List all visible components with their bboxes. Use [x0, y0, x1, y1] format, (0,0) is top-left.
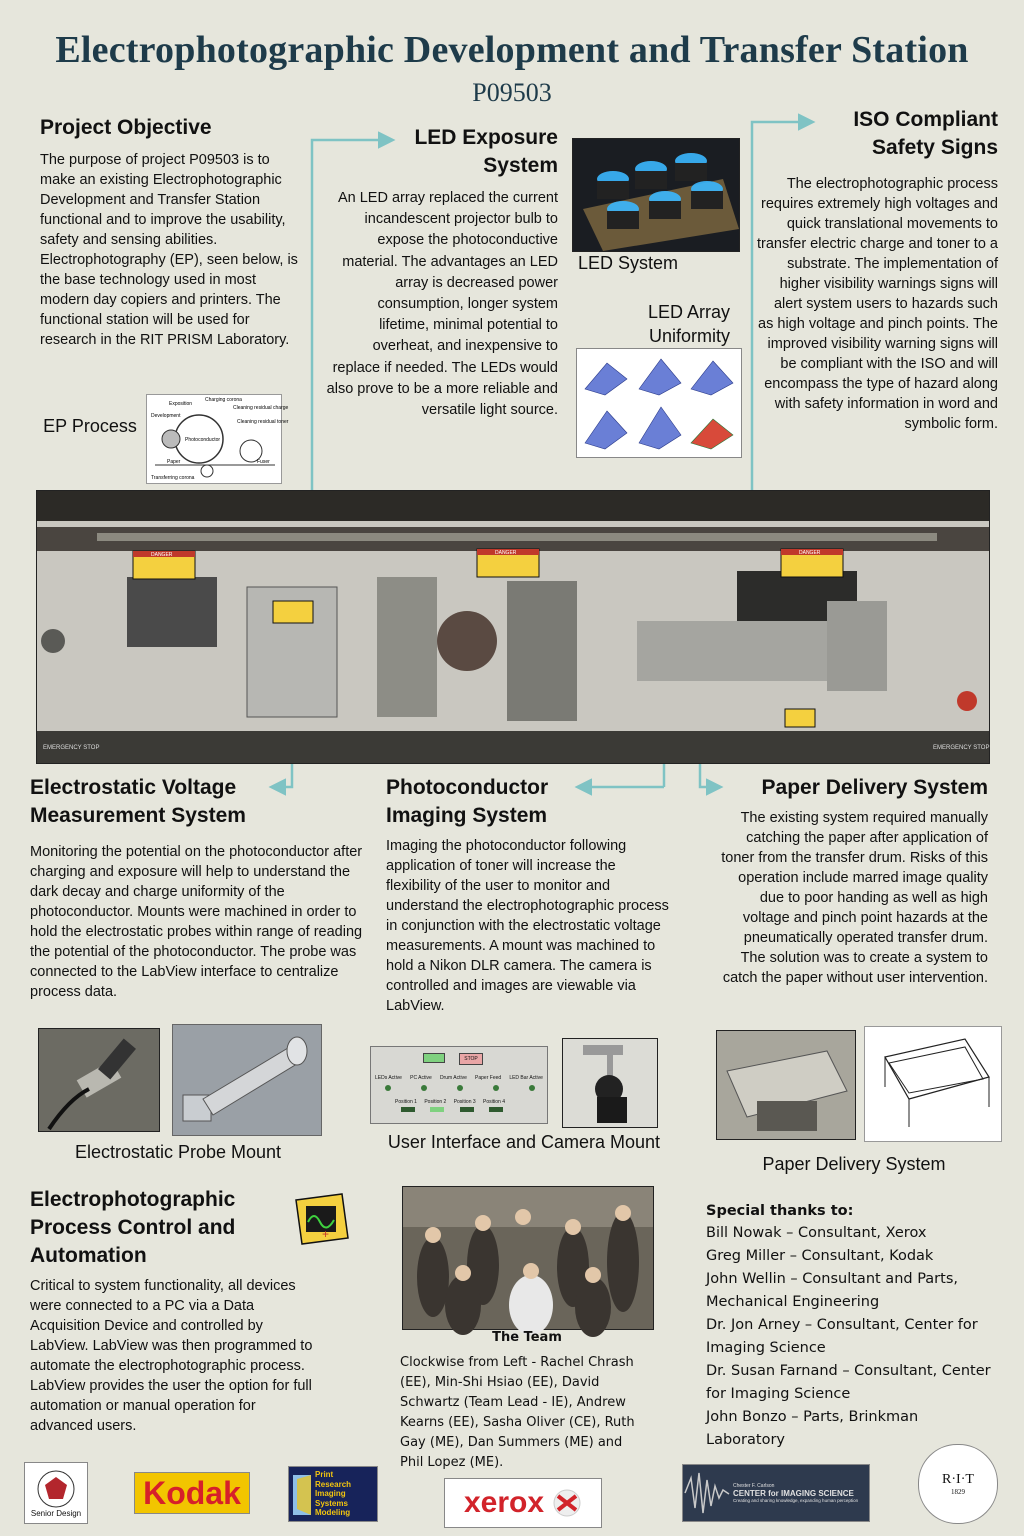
imaging-caption: User Interface and Camera Mount	[387, 1132, 661, 1152]
paper-delivery-caption: Paper Delivery System	[762, 1154, 946, 1174]
ui-position-indicator	[489, 1107, 503, 1112]
danger-sign-3-label: DANGER	[799, 550, 821, 556]
probe-mount-caption: Electrostatic Probe Mount	[74, 1142, 282, 1162]
ui-led-indicator	[529, 1085, 535, 1091]
prism-word: Research	[315, 1479, 352, 1489]
poster-title: Electrophotographic Development and Transfer Station	[55, 29, 969, 71]
diagram-label-paper: Paper	[167, 459, 181, 465]
ui-position-indicator	[401, 1107, 415, 1112]
objective-heading: Project Objective	[40, 116, 212, 139]
prism-word: Modeling	[315, 1508, 351, 1518]
paper-delivery-cad	[864, 1026, 1002, 1142]
control-body: Critical to system functionality, all devices were connected to a PC via a Data Acquisition Device and controlled by LabView. LabView was then programmed to automate the electrophotographic process. LabView provides the user the option for full automation or manual operation for advanced users.	[30, 1278, 313, 1434]
ui-led-labels	[375, 1075, 543, 1081]
team-members: Clockwise from Left - Rachel Chrash (EE), Min-Shi Hsiao (EE), David Schwartz (Team Lead - IE), Andrew Kearns (EE), Sasha Oliver (CE), Ruth Gay (ME), Dan Summers (ME) and Phil Lopez (ME).	[400, 1355, 635, 1470]
ui-position-label: Position 3	[453, 1099, 476, 1105]
prism-words	[315, 1470, 351, 1518]
electrostatic-heading: Electrostatic Voltage Measurement System	[30, 776, 246, 827]
objective-body: The purpose of project P09503 is to make an existing Electrophotographic Development and Transfer Station functional and to improve the usability, safety and sensing abilities. Electrophotography (EP), seen below, is the base technology used in most modern day copiers and printers. The functional station will be used for research in the RIT PRISM Laboratory.	[40, 152, 298, 348]
rit-wordmark: R·I·T	[942, 1472, 974, 1487]
led-system-caption: LED System	[578, 253, 679, 273]
xerox-wordmark: xerox	[463, 1486, 545, 1519]
prism-word: Systems	[315, 1498, 348, 1508]
ui-led-indicator	[457, 1085, 463, 1091]
led-uniformity-plots	[576, 348, 742, 458]
ui-stop-button: STOP	[459, 1053, 483, 1065]
xerox-logo	[444, 1478, 602, 1528]
ui-position-label: Position 2	[424, 1099, 447, 1105]
thanks-item: Dr. Susan Farnand – Consultant, Center for Imaging Science	[706, 1363, 991, 1402]
probe-mount-photo	[38, 1028, 160, 1132]
diagram-label-fuser: Fuser	[257, 459, 270, 465]
prism-word: Imaging	[315, 1489, 346, 1499]
ui-led-label: Paper Feed	[475, 1075, 502, 1081]
led-body: An LED array replaced the current incandescent projector bulb to expose the photoconductive material. The advantages an LED array is decreased power consumption, longer system lifetime, minimal potential to overheat, and inexpensive to replace if needed. The LEDs would also prove to be a more reliable and versatile light source.	[326, 190, 558, 419]
thanks-item: John Wellin – Consultant and Parts, Mechanical Engineering	[706, 1271, 958, 1310]
kodak-wordmark: Kodak	[143, 1474, 241, 1511]
ui-led-label: LEDs Active	[375, 1075, 402, 1081]
ui-led-label: LED Bar Active	[509, 1075, 543, 1081]
cis-logo	[682, 1464, 870, 1522]
danger-sign-1-label: DANGER	[151, 552, 173, 558]
rit-seal	[918, 1444, 998, 1524]
senior-design-label: Senior Design	[30, 1508, 82, 1518]
thanks-item: Bill Nowak – Consultant, Xerox	[706, 1225, 927, 1241]
diagram-label-transferring: Transferring corona	[151, 475, 195, 481]
thanks-list	[706, 1222, 998, 1452]
cis-wave-icon	[683, 1468, 733, 1518]
ui-position-label: Position 4	[483, 1099, 505, 1105]
diagram-label-charging: Charging corona	[205, 397, 242, 403]
labview-icon	[292, 1192, 352, 1248]
ui-led-label: PC Active	[410, 1075, 432, 1081]
ui-green-indicator	[423, 1053, 445, 1063]
ui-led-indicator	[421, 1085, 427, 1091]
team-heading: The Team	[492, 1330, 562, 1345]
ui-position-labels	[395, 1099, 505, 1105]
diagram-label-development: Development	[151, 413, 181, 419]
emergency-stop-label-right: EMERGENCY STOP	[933, 745, 990, 751]
camera-mount-photo	[562, 1038, 658, 1128]
diagram-label-cleaning-toner: Cleaning residual toner	[237, 419, 289, 425]
station-photo	[36, 490, 990, 764]
iso-heading: ISO Compliant Safety Signs	[853, 108, 998, 159]
cis-tagline: Creating and sharing knowledge, expanding human perception	[733, 1498, 859, 1503]
prism-logo	[288, 1466, 378, 1522]
ui-position-label: Position 1	[395, 1099, 417, 1105]
project-code: P09503	[472, 78, 552, 107]
ui-led-indicators	[385, 1085, 535, 1091]
diagram-label-exposition: Exposition	[169, 401, 193, 407]
ui-position-indicator	[460, 1107, 474, 1112]
emergency-stop-label-left: EMERGENCY STOP	[43, 745, 100, 751]
svg-text:+: +	[322, 1227, 330, 1241]
control-heading: Electrophotographic Process Control and Automation	[30, 1188, 236, 1267]
thanks-item: Greg Miller – Consultant, Kodak	[706, 1248, 934, 1264]
probe-mount-cad	[172, 1024, 322, 1136]
iso-body: The electrophotographic process requires extremely high voltages and quick translational movements to transfer electric charge and toner to a substrate. The implementation of higher visibility warnings signs will alert system users to hazards such as high voltage and pinch points. The improved visibility warning signs will be compliant with the ISO and will encompass the type of hazard along with safety information in word and symbolic form.	[757, 176, 998, 432]
thanks-item: Dr. Jon Arney – Consultant, Center for Imaging Science	[706, 1317, 978, 1356]
danger-sign-2-label: DANGER	[495, 550, 517, 556]
ui-led-indicator	[385, 1085, 391, 1091]
cis-small: Chester F. Carlson	[733, 1483, 775, 1489]
diagram-label-cleaning-charge: Cleaning residual charge	[233, 405, 289, 411]
ui-position-indicator	[430, 1107, 444, 1112]
senior-design-logo	[24, 1462, 88, 1524]
paper-body: The existing system required manually catching the paper after application of toner from the transfer drum. Risks of this operation include marred image quality due to poor handing as well as high voltage and pinch point hazards at the pneumatically operated transfer drum. The solution was to create a system to catch the paper without user intervention.	[721, 810, 988, 986]
diagram-label-photoconductor: Photoconductor	[185, 437, 221, 443]
xerox-ball-icon	[552, 1488, 582, 1518]
imaging-heading: Photoconductor Imaging System	[386, 776, 549, 827]
prism-word: Print	[315, 1470, 334, 1480]
kodak-logo	[134, 1472, 250, 1514]
led-system-photo	[572, 138, 740, 252]
led-heading: LED Exposure System	[414, 126, 558, 177]
led-uniformity-caption: LED Array Uniformity	[647, 302, 730, 346]
thanks-item: John Bonzo – Parts, Brinkman Laboratory	[706, 1409, 919, 1448]
electrostatic-body: Monitoring the potential on the photoconductor after charging and exposure will help to understand the dark decay and charge uniformity of the photoconductor. Mounts were machined in order to hold the electrostatic probes within range of reading the potential of the photoconductor. The probe was connected to the LabView interface to centralize process data.	[30, 844, 363, 1000]
paper-heading: Paper Delivery System	[761, 776, 988, 799]
ep-process-diagram	[146, 394, 289, 484]
thanks-heading: Special thanks to:	[706, 1203, 854, 1219]
team-photo	[402, 1186, 654, 1330]
ui-led-label: Drum Active	[439, 1075, 467, 1081]
ep-process-caption: EP Process	[43, 416, 137, 436]
cis-name: CENTER for IMAGING SCIENCE	[733, 1489, 854, 1498]
ui-position-indicators	[401, 1107, 503, 1112]
paper-delivery-photo	[716, 1030, 856, 1140]
rit-year: 1829	[951, 1488, 965, 1496]
imaging-body: Imaging the photoconductor following application of toner will increase the flexibility of the user to monitor and understand the electrophotographic process in conjunction with the electrostatic voltage measurements. A mount was machined to hold a Nikon DLR camera. The camera is controlled and images are viewable via LabView.	[386, 838, 669, 1014]
cis-text	[733, 1483, 858, 1503]
labview-ui-screenshot	[370, 1046, 548, 1124]
ui-led-indicator	[493, 1085, 499, 1091]
